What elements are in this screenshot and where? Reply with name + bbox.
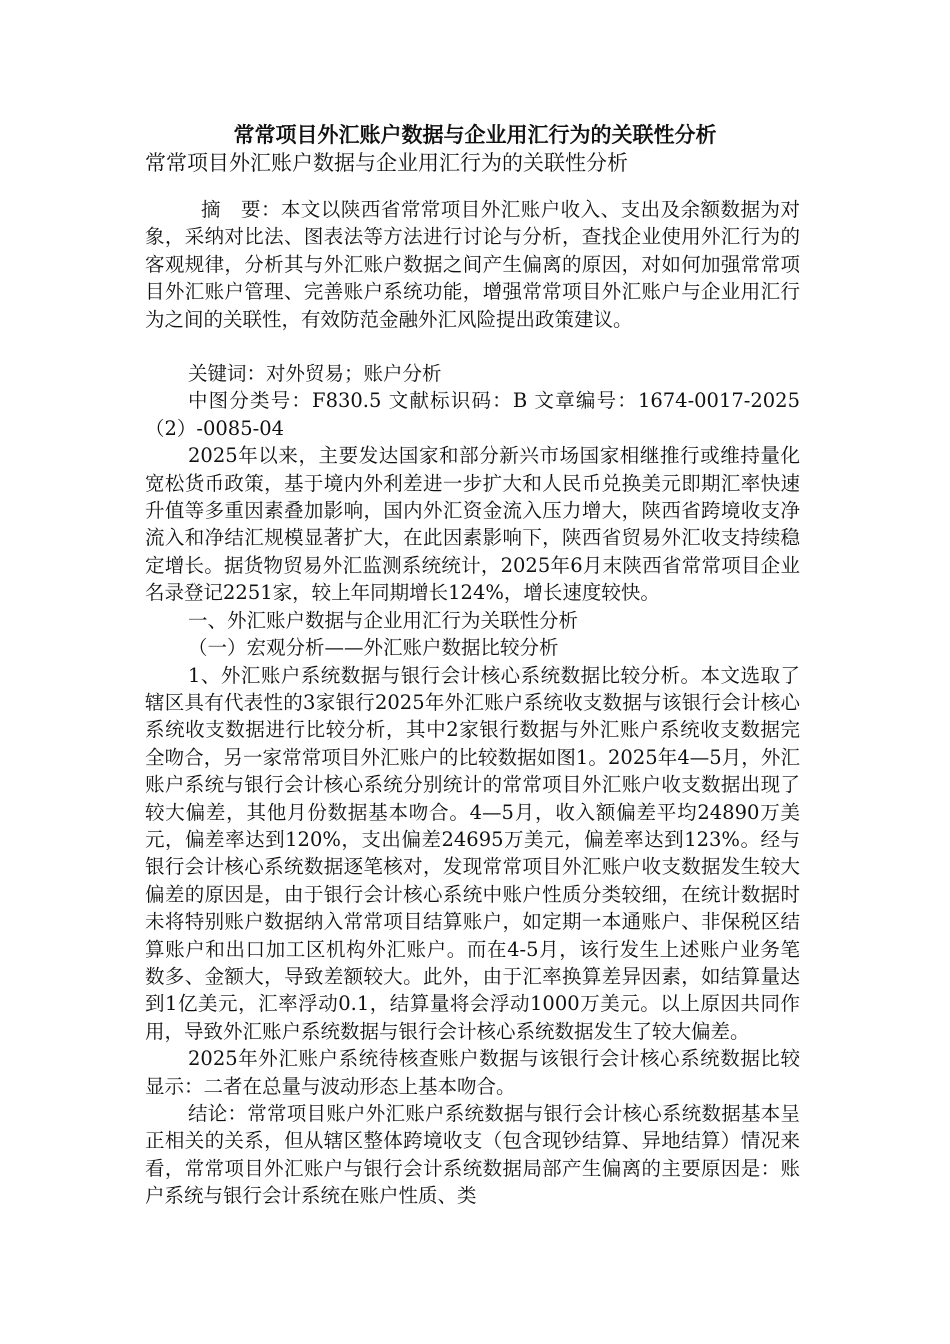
- analysis-paragraph: 1、外汇账户系统数据与银行会计核心系统数据比较分析。本文选取了辖区具有代表性的3家银行2025年外汇账户系统收支数据与该银行会计核心系统收支数据进行比较分析，其中2家银行数据与外汇账户系统收支数据完全吻合，另一家常常项目外汇账户的比较数据如图1。2025年4—5月，外汇账户系统与银行会计核心系统分别统计的常常项目外汇账户收支数据出现了较大偏差，其他月份数据基本吻合。4—5月，收入额偏差平均24890万美元，偏差率达到120%，支出偏差24695万美元，偏差率达到123%。经与银行会计核心系统数据逐笔核对，发现常常项目外汇账户收支数据发生较大偏差的原因是，由于银行会计核心系统中账户性质分类较细，在统计数据时未将特别账户数据纳入常常项目结算账户，如定期一本通账户、非保税区结算账户和出口加工区机构外汇账户。而在4-5月，该行发生上述账户业务笔数多、金额大，导致差额较大。此外，由于汇率换算差异因素，如结算量达到1亿美元，汇率浮动0.1，结算量将会浮动1000万美元。以上原因共同作用，导致外汇账户系统数据与银行会计核心系统数据发生了较大偏差。: [145, 663, 800, 1043]
- document-body: [145, 196, 800, 1210]
- spacer: [145, 333, 800, 360]
- classification-line: 中图分类号：F830.5 文献标识码：B 文章编号：1674-0017-2025（2）-0085-04: [145, 389, 800, 440]
- intro-paragraph: 2025年以来，主要发达国家和部分新兴市场国家相继推行或维持量化宽松货币政策，基于境内外利差进一步扩大和人民币兑换美元即期汇率快速升值等多重因素叠加影响，国内外汇资金流入压力增大，陕西省跨境收支净流入和净结汇规模显著扩大，在此因素影响下，陕西省贸易外汇收支持续稳定增长。据货物贸易外汇监测系统统计，2025年6月末陕西省常常项目企业名录登记2251家，较上年同期增长124%，增长速度较快。: [145, 444, 800, 605]
- keywords-line: 关键词：对外贸易；账户分析: [188, 362, 442, 386]
- section-heading: 一、外汇账户数据与企业用汇行为关联性分析: [188, 608, 579, 632]
- comparison-paragraph: 2025年外汇账户系统待核查账户数据与该银行会计核心系统数据比较显示：二者在总量与波动形态上基本吻合。: [145, 1047, 800, 1098]
- abstract-paragraph: 摘 要：本文以陕西省常常项目外汇账户收入、支出及余额数据为对象，采纳对比法、图表法等方法进行讨论与分析，查找企业使用外汇行为的客观规律，分析其与外汇账户数据之间产生偏离的原因，对如何加强常常项目外汇账户管理、完善账户系统功能，增强常常项目外汇账户与企业用汇行为之间的关联性，有效防范金融外汇风险提出政策建议。: [145, 198, 800, 331]
- subsection-heading: （一）宏观分析——外汇账户数据比较分析: [188, 636, 559, 660]
- document-subtitle: 常常项目外汇账户数据与企业用汇行为的关联性分析: [145, 151, 628, 175]
- document-title: 常常项目外汇账户数据与企业用汇行为的关联性分析: [233, 123, 717, 147]
- conclusion-paragraph: 结论：常常项目账户外汇账户系统数据与银行会计核心系统数据基本呈正相关的关系，但从辖区整体跨境收支（包含现钞结算、异地结算）情况来看，常常项目外汇账户与银行会计系统数据局部产生偏离的主要原因是：账户系统与银行会计系统在账户性质、类: [145, 1102, 800, 1208]
